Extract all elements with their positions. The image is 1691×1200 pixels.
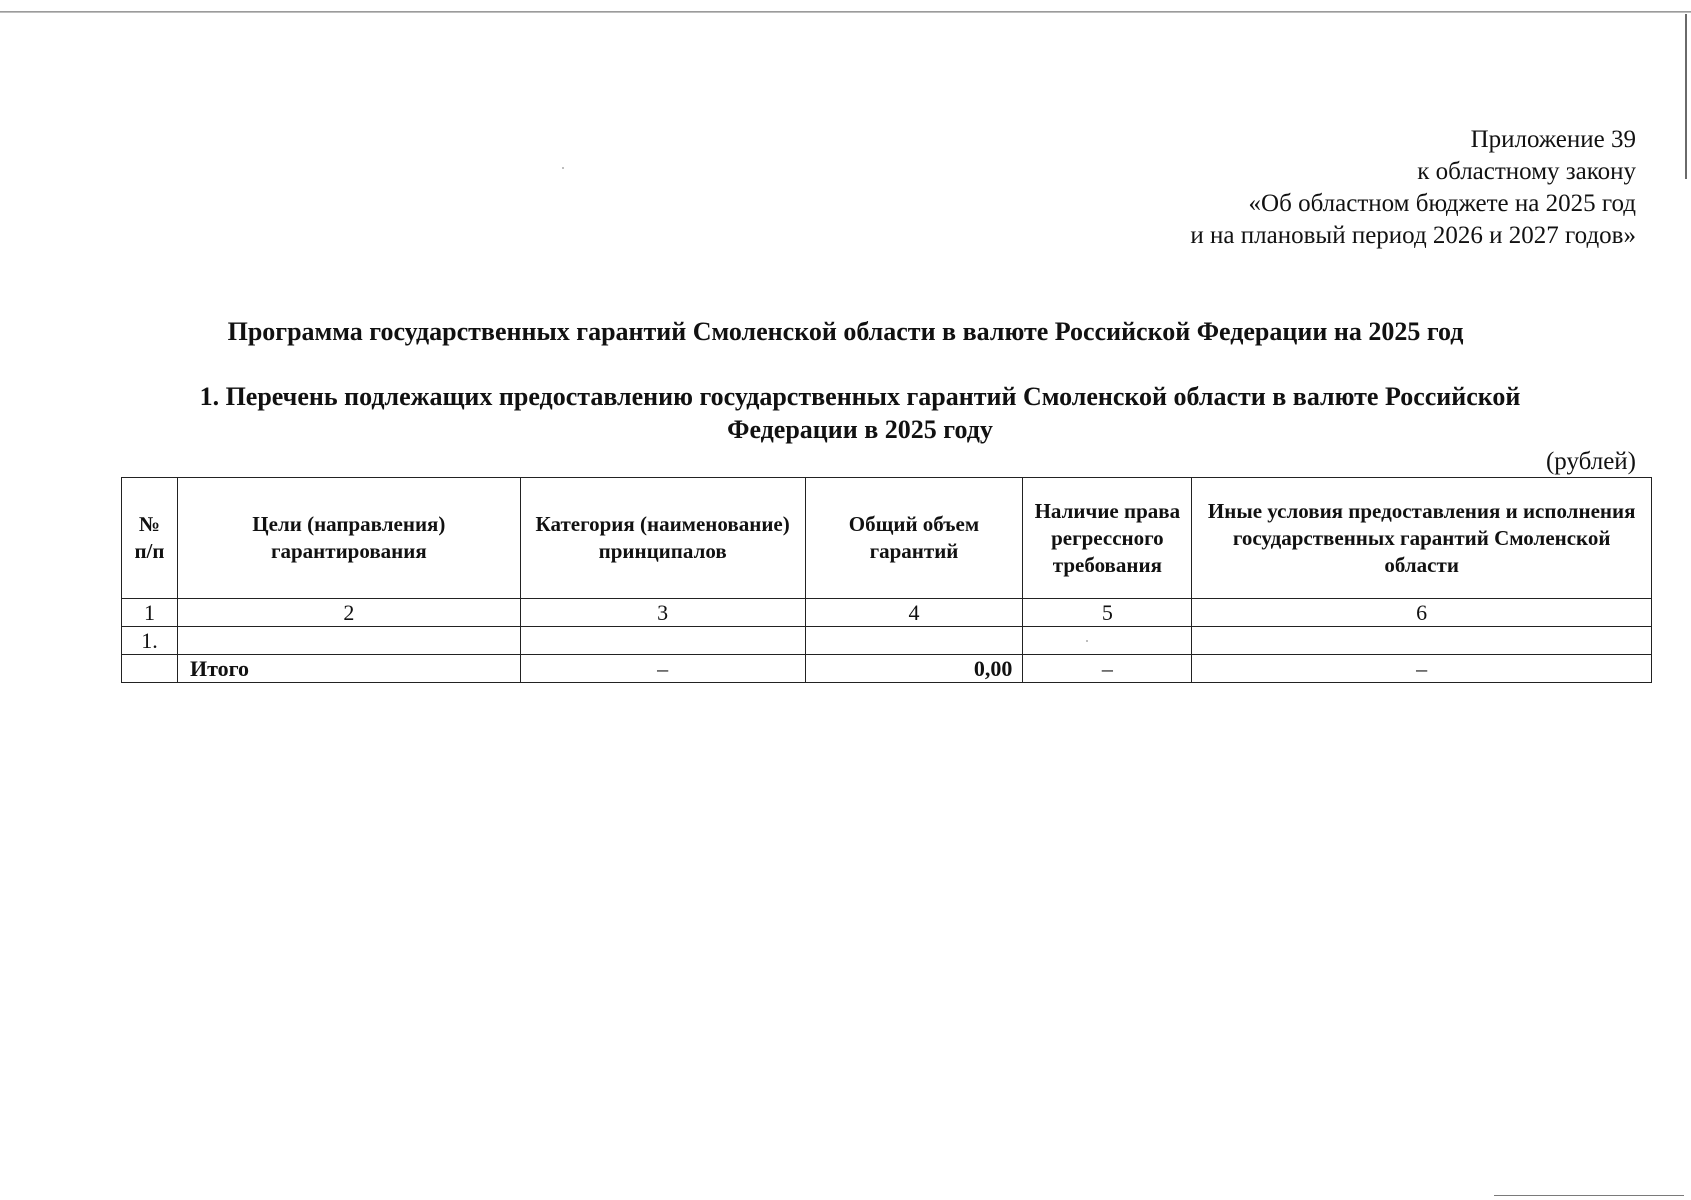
appendix-law-title: «Об областном бюджете на 2025 год	[1248, 190, 1636, 217]
appendix-number: Приложение 39	[1470, 126, 1636, 153]
header-regress: Наличие права регрессного требования	[1023, 478, 1192, 599]
section-title-line-2: Федерации в 2025 году	[727, 415, 993, 444]
header-volume: Общий объем гарантий	[805, 478, 1023, 599]
total-other-conditions: –	[1192, 655, 1652, 683]
row-purpose	[177, 627, 520, 655]
section-title	[120, 380, 1600, 446]
header-purpose: Цели (направления) гарантирования	[177, 478, 520, 599]
scan-edge-right	[1685, 14, 1687, 179]
header-principals: Категория (наименование) принципалов	[520, 478, 805, 599]
row-volume	[805, 627, 1023, 655]
total-regress: –	[1023, 655, 1192, 683]
column-number: 6	[1192, 599, 1652, 627]
column-number: 5	[1023, 599, 1192, 627]
total-volume: 0,00	[805, 655, 1023, 683]
appendix-law-period: и на плановый период 2026 и 2027 годов»	[1190, 222, 1636, 249]
row-number: 1.	[122, 627, 178, 655]
row-principals	[520, 627, 805, 655]
row-regress	[1023, 627, 1192, 655]
header-number: № п/п	[122, 478, 178, 599]
total-number-cell	[122, 655, 178, 683]
guarantees-table	[121, 477, 1652, 683]
column-number: 1	[122, 599, 178, 627]
scan-edge-top	[0, 11, 1691, 13]
scan-edge-bottom	[1494, 1195, 1684, 1196]
total-row	[122, 655, 1652, 683]
total-label: Итого	[177, 655, 520, 683]
scan-speck	[562, 167, 564, 169]
table-header-row	[122, 478, 1652, 599]
row-other-conditions	[1192, 627, 1652, 655]
column-numbers-row	[122, 599, 1652, 627]
table-row	[122, 627, 1652, 655]
appendix-reference	[1190, 124, 1636, 252]
header-other-conditions: Иные условия предоставления и исполнения государственных гарантий Смоленской области	[1192, 478, 1652, 599]
document-title: Программа государственных гарантий Смоленской области в валюте Российской Федерации на 2025 год	[227, 317, 1464, 346]
column-number: 4	[805, 599, 1023, 627]
section-title-line-1: 1. Перечень подлежащих предоставлению государственных гарантий Смоленской области в валюте Российской	[199, 382, 1521, 411]
appendix-law: к областному закону	[1417, 158, 1636, 185]
column-number: 2	[177, 599, 520, 627]
total-principals: –	[520, 655, 805, 683]
column-number: 3	[520, 599, 805, 627]
currency-unit: (рублей)	[1545, 448, 1636, 475]
